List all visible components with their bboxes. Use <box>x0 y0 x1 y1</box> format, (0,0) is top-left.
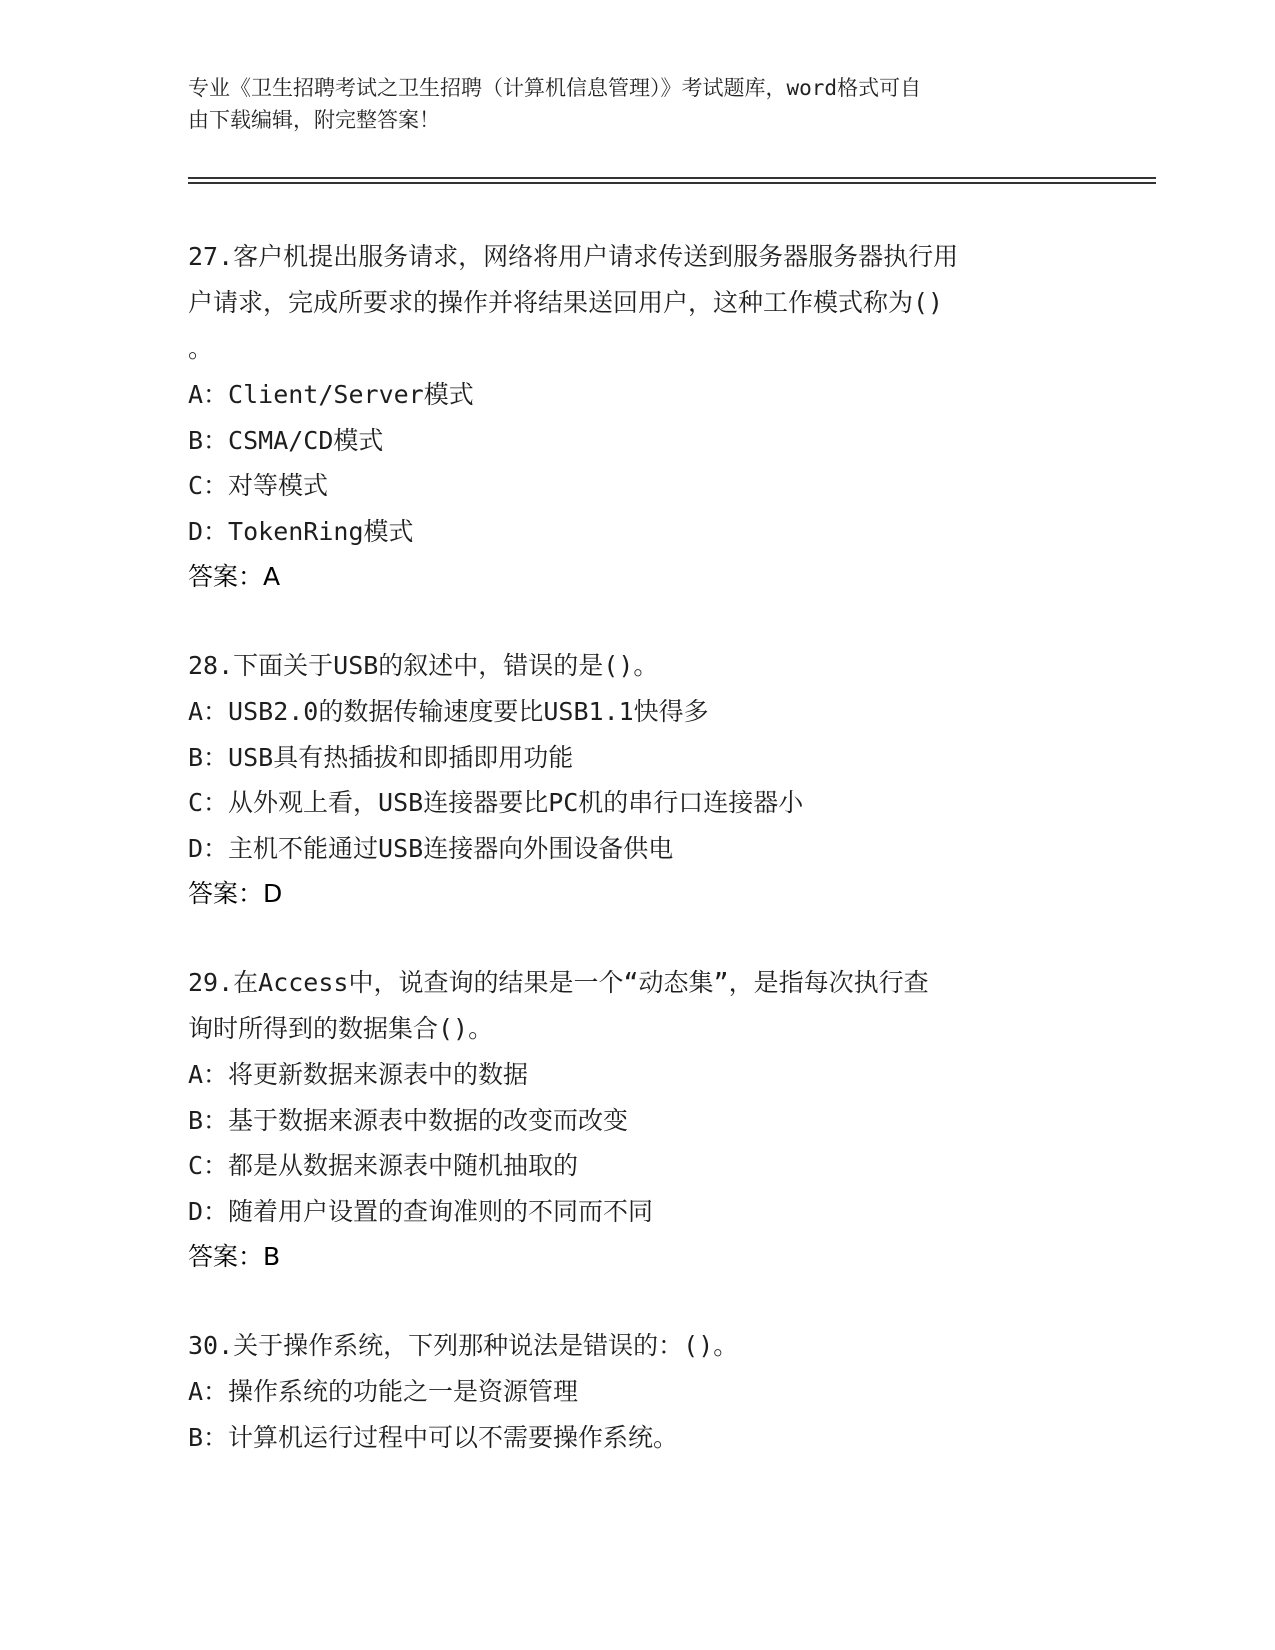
question-27 <box>188 234 1088 600</box>
option-b: B：USB具有热插拔和即插即用功能 <box>188 742 574 772</box>
question-30 <box>188 1323 1088 1460</box>
question-stem <box>188 234 1088 372</box>
question-stem <box>188 960 1088 1052</box>
question-29 <box>188 960 1088 1280</box>
header-line-2: 由下载编辑，附完整答案！ <box>188 108 440 132</box>
option-a: A：操作系统的功能之一是资源管理 <box>188 1377 579 1406</box>
option-d: D：主机不能通过USB连接器向外围设备供电 <box>188 833 674 863</box>
option-d: D：TokenRing模式 <box>188 516 414 546</box>
question-28 <box>188 643 1088 917</box>
option-b: B：计算机运行过程中可以不需要操作系统。 <box>188 1422 679 1452</box>
option-b: B：基于数据来源表中数据的改变而改变 <box>188 1105 629 1135</box>
question-stem <box>188 1323 1088 1369</box>
stem-line: 。 <box>188 334 214 363</box>
header-divider-bottom <box>188 182 1156 184</box>
stem-line: 30.关于操作系统，下列那种说法是错误的：()。 <box>188 1331 739 1360</box>
option-d: D：随着用户设置的查询准则的不同而不同 <box>188 1196 654 1226</box>
answer-label: 答案：D <box>188 879 283 908</box>
stem-line: 询时所得到的数据集合()。 <box>188 1014 494 1043</box>
answer-label: 答案：B <box>188 1242 281 1271</box>
stem-line: 27.客户机提出服务请求，网络将用户请求传送到服务器服务器执行用 <box>188 242 959 271</box>
document-header <box>188 72 1068 136</box>
option-c: C：都是从数据来源表中随机抽取的 <box>188 1151 579 1180</box>
option-a: A：USB2.0的数据传输速度要比USB1.1快得多 <box>188 697 709 726</box>
question-list <box>188 234 1088 1460</box>
option-a: A：将更新数据来源表中的数据 <box>188 1060 529 1089</box>
option-b: B：CSMA/CD模式 <box>188 425 384 455</box>
answer-label: 答案：A <box>188 562 281 591</box>
stem-line: 户请求，完成所要求的操作并将结果送回用户，这种工作模式称为() <box>188 288 944 317</box>
header-line-1: 专业《卫生招聘考试之卫生招聘（计算机信息管理）》考试题库，word格式可自 <box>188 76 922 100</box>
option-a: A：Client/Server模式 <box>188 380 474 409</box>
header-divider-top <box>188 177 1156 179</box>
stem-line: 28.下面关于USB的叙述中，错误的是()。 <box>188 651 659 680</box>
question-stem <box>188 643 1088 689</box>
option-c: C：对等模式 <box>188 471 329 500</box>
option-c: C：从外观上看，USB连接器要比PC机的串行口连接器小 <box>188 788 804 817</box>
stem-line: 29.在Access中，说查询的结果是一个“动态集”，是指每次执行查 <box>188 968 929 997</box>
